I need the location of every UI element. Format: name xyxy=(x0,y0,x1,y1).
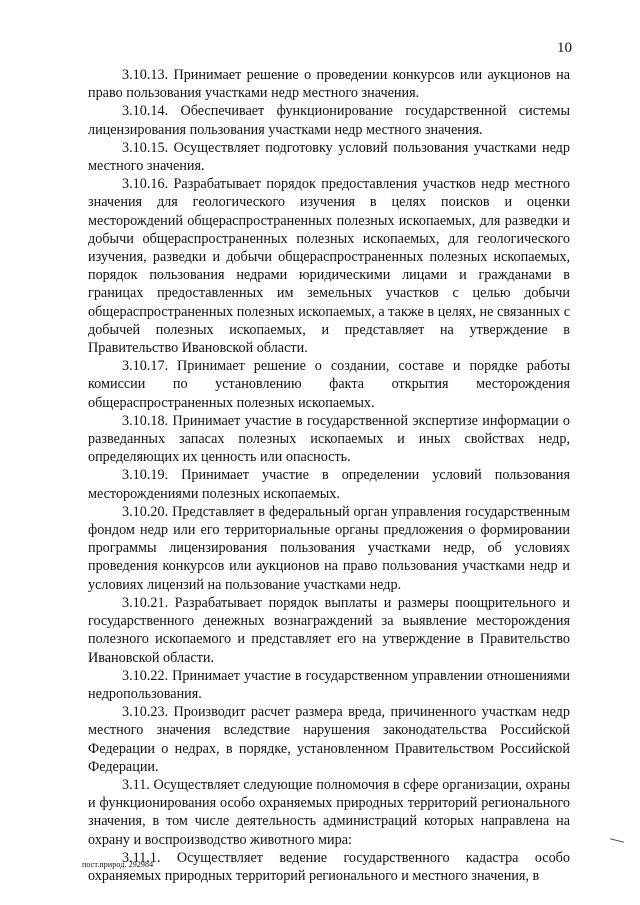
paragraph-3-11-1: 3.11.1. Осуществляет ведение государственного кадастра особо охраняемых природных территорий регионального и местного значения, в xyxy=(88,849,570,884)
paragraph-3-10-23: 3.10.23. Производит расчет размера вреда, причиненного участкам недр местного значения вследствие нарушения законодательства Российской Федерации о недрах, в порядке, установленном Правительством Российской Федерации. xyxy=(88,704,570,775)
paragraph-3-11: 3.11. Осуществляет следующие полномочия в сфере организации, охраны и функционирования особо охраняемых природных территорий регионального значения, в том числе деятельность администраций которых направлена на охрану и воспроизводство животного мира: xyxy=(88,776,570,848)
document-body xyxy=(88,66,570,885)
paragraph-3-10-14: 3.10.14. Обеспечивает функционирование государственной системы лицензирования пользования участками недр местного значения. xyxy=(88,103,570,138)
margin-pen-mark xyxy=(610,838,624,842)
page-number: 10 xyxy=(557,40,572,56)
footer-document-code: пост.природ. 292984 xyxy=(82,860,154,869)
paragraph-3-10-21: 3.10.21. Разрабатывает порядок выплаты и размеры поощрительного и государственного денежных вознаграждений за выявление месторождения полезного ископаемого и представляет его на утверждение в Правительство Ивановской области. xyxy=(88,594,570,666)
paragraph-3-10-20: 3.10.20. Представляет в федеральный орган управления государственным фондом недр или его территориальные органы предложения о формировании программы лицензирования пользования участками недр, об условиях проведения конкурсов или аукционов на право пользования участками недр и условиях лицензий на пользование участками недр. xyxy=(88,503,570,593)
paragraph-3-10-22: 3.10.22. Принимает участие в государственном управлении отношениями недропользования. xyxy=(88,667,570,702)
paragraph-3-10-17: 3.10.17. Принимает решение о создании, составе и порядке работы комиссии по установлению факта открытия месторождения общераспространенных полезных ископаемых. xyxy=(88,358,570,411)
paragraph-3-10-16: 3.10.16. Разрабатывает порядок предоставления участков недр местного значения для геологического изучения в целях поисков и оценки месторождений общераспространенных полезных ископаемых, для разведки и добычи общераспространенных полезных ископаемых, для геологического изучения, разведки и добычи общераспространенных полезных ископаемых, порядок пользования недрами юридическими лицами и гражданами в границах предоставленных им земельных участков с целью добычи общераспространенных полезных ископаемых, а также в целях, не связанных с добычей полезных ископаемых, и представляет на утверждение в Правительство Ивановской области. xyxy=(88,176,570,357)
paragraph-3-10-13: 3.10.13. Принимает решение о проведении конкурсов или аукционов на право пользования участками недр местного значения. xyxy=(88,67,570,102)
paragraph-3-10-15: 3.10.15. Осуществляет подготовку условий пользования участками недр местного значения. xyxy=(88,139,570,175)
paragraph-3-10-19: 3.10.19. Принимает участие в определении условий пользования месторождениями полезных ископаемых. xyxy=(88,467,570,502)
paragraph-3-10-18: 3.10.18. Принимает участие в государственной экспертизе информации о разведанных запасах полезных ископаемых и иных свойствах недр, определяющих их ценность или опасность. xyxy=(88,412,570,466)
